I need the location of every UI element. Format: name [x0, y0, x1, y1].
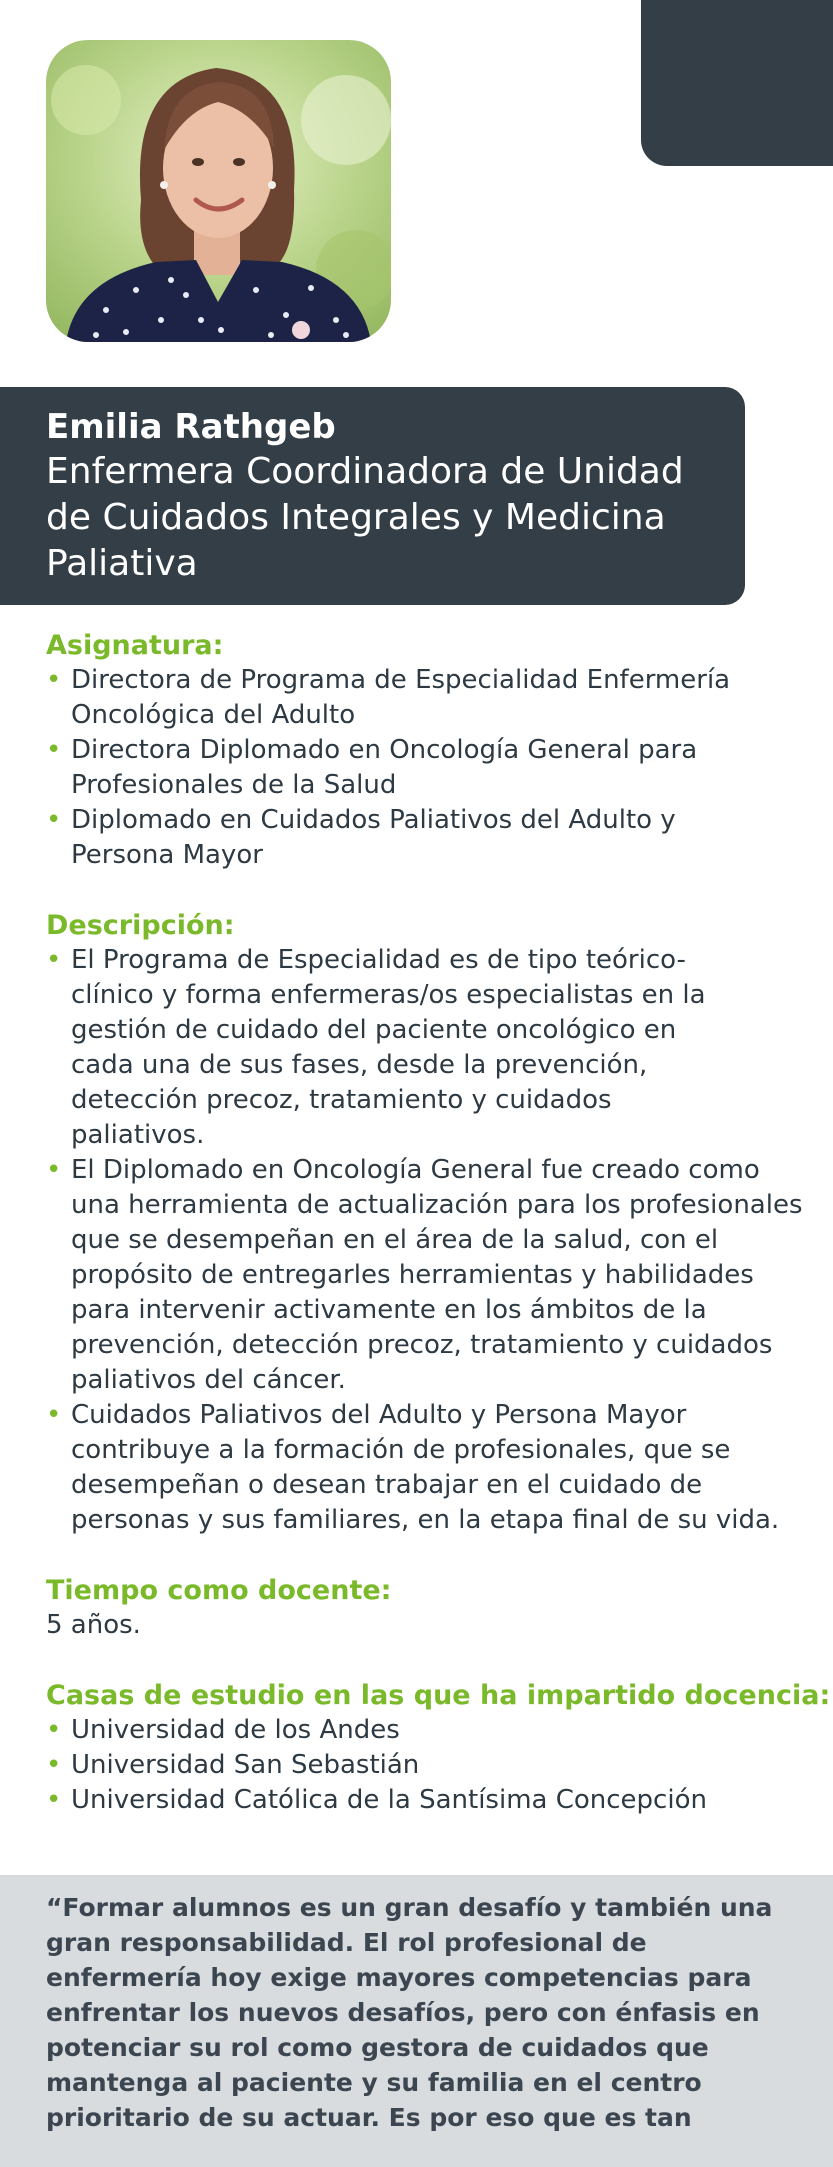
bullet-icon: •: [46, 1785, 62, 1815]
person-role: Enfermera Coordinadora de Unidad de Cuidados Integrales y Medicina Paliativa: [46, 451, 684, 584]
asignatura-section: [46, 628, 826, 873]
bullet-icon: •: [46, 1715, 62, 1745]
bullet-icon: •: [46, 735, 62, 765]
tiempo-section: [46, 1573, 826, 1643]
profile-photo: [46, 40, 391, 342]
quote-text: “Formar alumnos es un gran desafío y también una gran responsabilidad. El rol profesional de enfermería hoy exige mayores competencias para enfrentar los nuevos desafíos, pero con énfasis en potenciar su rol como gestora de cuidados que mantenga al paciente y su familia en el centro prioritario de su actuar. Es por eso que es tan: [46, 1893, 773, 2132]
asignatura-list: [46, 663, 826, 873]
bullet-icon: •: [46, 665, 62, 695]
casas-section: [46, 1678, 831, 1818]
descripcion-section: [46, 908, 826, 1538]
list-item: • Diplomado en Cuidados Paliativos del Adulto y Persona Mayor: [46, 805, 676, 870]
descripcion-list: [46, 943, 826, 1538]
asignatura-title: Asignatura:: [46, 630, 224, 661]
list-item: • Universidad de los Andes: [46, 1713, 826, 1748]
bullet-icon: •: [46, 945, 62, 975]
list-item: • Universidad Católica de la Santísima Concepción: [46, 1783, 826, 1818]
bullet-icon: •: [46, 805, 62, 835]
tiempo-title: Tiempo como docente:: [46, 1575, 392, 1606]
list-item: • Universidad San Sebastián: [46, 1748, 826, 1783]
profile-content: [46, 628, 831, 1853]
list-item: • El Diplomado en Oncología General fue creado como una herramienta de actualización para los profesionales que se desempeñan en el área de la salud, con el propósito de entregarles herramientas y habilidades para intervenir activamente en los ámbitos de la prevención, detección precoz, tratamiento y cuidados paliativos del cáncer.: [46, 1155, 803, 1395]
name-banner: [0, 387, 745, 605]
quote-box: [0, 1875, 833, 2167]
person-name: Emilia Rathgeb: [46, 407, 336, 447]
bullet-icon: •: [46, 1400, 62, 1430]
casas-title: Casas de estudio en las que ha impartido docencia:: [46, 1680, 831, 1711]
corner-decoration: [641, 0, 833, 166]
bullet-icon: •: [46, 1155, 62, 1185]
casas-list: [46, 1713, 826, 1818]
list-item: • Cuidados Paliativos del Adulto y Persona Mayor contribuye a la formación de profesionales, que se desempeñan o desean trabajar en el cuidado de personas y sus familiares, en la etapa final de su vida.: [46, 1400, 780, 1535]
list-item: • Directora de Programa de Especialidad Enfermería Oncológica del Adulto: [46, 665, 731, 730]
tiempo-value: 5 años.: [46, 1610, 141, 1640]
list-item: • Directora Diplomado en Oncología General para Profesionales de la Salud: [46, 735, 698, 800]
bullet-icon: •: [46, 1750, 62, 1780]
list-item: • El Programa de Especialidad es de tipo teórico-clínico y forma enfermeras/os especialistas en la gestión de cuidado del paciente oncológico en cada una de sus fases, desde la prevención, detección precoz, tratamiento y cuidados paliativos.: [46, 945, 706, 1150]
descripcion-title: Descripción:: [46, 910, 235, 941]
